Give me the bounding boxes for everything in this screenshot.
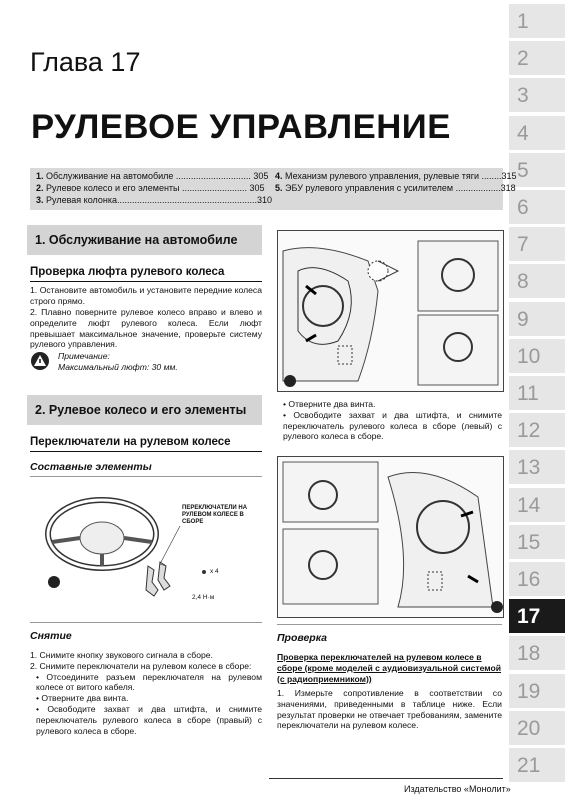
chapter-tab-17: 17 xyxy=(509,599,565,635)
removal-heading: Снятие xyxy=(30,630,72,642)
subsection-heading: Проверка люфта рулевого колеса xyxy=(30,266,225,278)
chapter-tab-10: 10 xyxy=(509,339,565,375)
check-subheading: Проверка переключателей на рулевом колесе в сборе (кроме моделей с аудиовизуальной системой (с радиоприемником)) xyxy=(277,652,502,684)
toc-item: 5. ЭБУ рулевого управления с усилителем ..................318 xyxy=(275,183,516,193)
paragraph: 1. Остановите автомобиль и установите передние колеса строго прямо. xyxy=(30,285,262,306)
dashboard-figure-2 xyxy=(277,456,504,618)
chapter-tab-19: 19 xyxy=(509,674,565,710)
toc-item: 1. Обслуживание на автомобиле .............................. 305 xyxy=(36,171,269,181)
removal-text: 1. Снимите кнопку звукового сигнала в сборе. 2. Снимите переключатели на рулевом колесе в сборе: • Отсоедините разъем переключателя на рулевом колесе от витого кабеля. • Отверните два винта. • Освободите захват и два штифта, и снимите переключатель рулевого колеса в сборе (правый) с рулевого колеса в сборе. xyxy=(30,650,262,736)
chapter-tab-4: 4 xyxy=(509,116,565,152)
chapter-tab-8: 8 xyxy=(509,264,565,300)
table-of-contents xyxy=(30,168,517,210)
chapter-tab-9: 9 xyxy=(509,302,565,338)
subsection-heading: Переключатели на рулевом колесе xyxy=(30,436,231,448)
chapter-tab-14: 14 xyxy=(509,488,565,524)
torque-label: 2,4 Н·м xyxy=(192,594,215,601)
check-heading: Проверка xyxy=(277,632,328,644)
chapter-tabs xyxy=(509,0,565,800)
components-heading: Составные элементы xyxy=(30,461,152,473)
chapter-tab-5: 5 xyxy=(509,153,565,189)
chapter-tab-20: 20 xyxy=(509,711,565,747)
chapter-tab-1: 1 xyxy=(509,4,565,40)
chapter-tab-7: 7 xyxy=(509,227,565,263)
chapter-tab-6: 6 xyxy=(509,190,565,226)
chapter-label: Глава 17 xyxy=(30,47,141,77)
page-title: РУЛЕВОЕ УПРАВЛЕНИЕ xyxy=(31,108,451,146)
chapter-tab-13: 13 xyxy=(509,450,565,486)
chapter-tab-15: 15 xyxy=(509,525,565,561)
step-text: • Отверните два винта. • Освободите захват и два штифта, и снимите переключатель рулевого колеса в сборе (левый) с рулевого колеса в сборе. xyxy=(283,399,502,442)
warning-icon xyxy=(30,351,50,371)
chapter-tab-2: 2 xyxy=(509,41,565,77)
paragraph: 2. Плавно поверните рулевое колесо вправо и влево и определите люфт рулевого колеса. Если люфт превышает максимальное значение, проверьте систему рулевого управления. xyxy=(30,307,262,350)
chapter-tab-11: 11 xyxy=(509,376,565,412)
chapter-tab-3: 3 xyxy=(509,78,565,114)
quantity-label: x 4 xyxy=(210,568,219,575)
callout-label: ПЕРЕКЛЮЧАТЕЛИ НА РУЛЕВОМ КОЛЕСЕ В СБОРЕ xyxy=(182,505,248,525)
chapter-tab-18: 18 xyxy=(509,636,565,672)
section-heading: 1. Обслуживание на автомобиле xyxy=(27,225,262,255)
dashboard-figure-1 xyxy=(277,230,504,392)
toc-item: 4. Механизм рулевого управления, рулевые тяги ........315 xyxy=(275,171,517,181)
section-heading: 2. Рулевое колесо и его элементы xyxy=(27,395,262,425)
toc-item: 2. Рулевое колесо и его элементы .......................... 305 xyxy=(36,183,265,193)
chapter-tab-12: 12 xyxy=(509,413,565,449)
publisher-footer: Издательство «Монолит» xyxy=(404,784,511,794)
chapter-tab-21: 21 xyxy=(509,748,565,784)
chapter-tab-16: 16 xyxy=(509,562,565,598)
note-box: Примечание: Максимальный люфт: 30 мм. xyxy=(30,347,262,379)
toc-item: 3. Рулевая колонка........................................................310 xyxy=(36,195,273,205)
components-figure xyxy=(30,482,262,610)
check-text: 1. Измерьте сопротивление в соответствии со значениями, приведенными в таблице ниже. Если результат проверки не отвечает требованиям, замените переключатели на рулевом колесе. xyxy=(277,688,502,731)
